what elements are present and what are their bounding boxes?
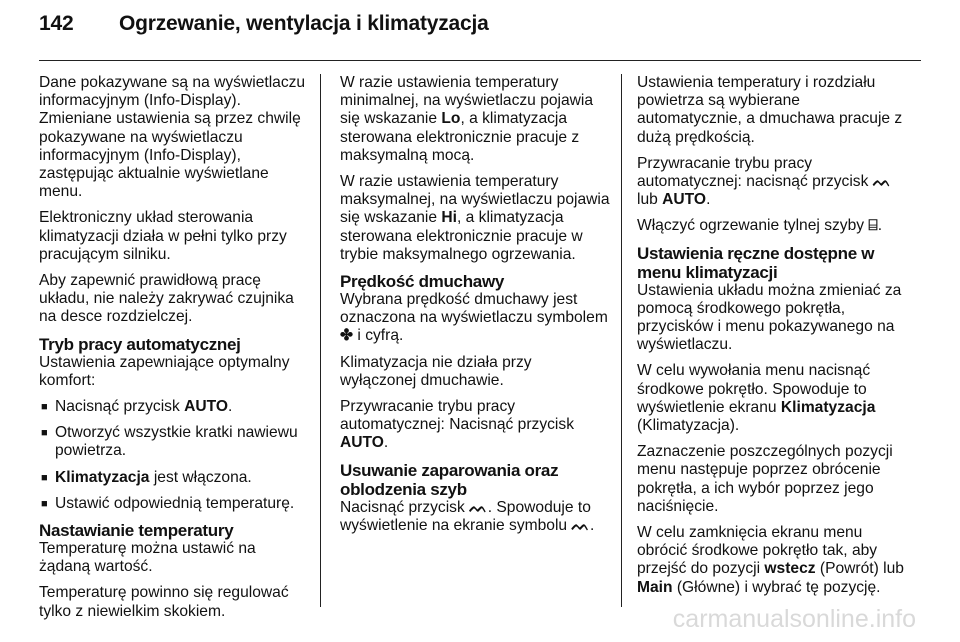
- paragraph: W celu wywołania menu nacisnąć środkowe pokrętło. Spowoduje to wyświetlenie ekranu Klimatyzacja (Klimatyzacja).: [637, 362, 876, 435]
- column-2: [340, 74, 610, 543]
- header-rule: [39, 60, 921, 61]
- section-heading-fan: Prędkość dmuchawy: [340, 272, 505, 292]
- paragraph: Temperaturę powinno się regulować tylko z niewielkim skokiem.: [39, 584, 289, 620]
- paragraph: Włączyć ogrzewanie tylnej szyby ⌸.: [637, 217, 883, 235]
- paragraph: Wybrana prędkość dmuchawy jest oznaczona na wyświetlaczu symbolem ✤ i cyfrą.: [340, 291, 608, 345]
- auto-list: [39, 398, 307, 513]
- paragraph: Ustawienia układu można zmieniać za pomocą środkowego pokrętła, przycisków i menu pokazywanego na wyświetlaczu.: [637, 281, 902, 354]
- page-number: 142: [39, 12, 74, 35]
- paragraph: Dane pokazywane są na wyświetlaczu informacyjnym (Info-Display). Zmieniane ustawienia są przez chwilę pokazywane na wyświetlaczu informacyjnym (Info-Display), zastępując aktualnie wyświetlane menu.: [39, 74, 306, 201]
- paragraph: W razie ustawienia temperatury maksymalnej, na wyświetlaczu pojawia się wskazanie Hi, a klimatyzacja sterowana elektronicznie pracuje w trybie maksymalnego ogrzewania.: [340, 173, 610, 263]
- paragraph: Nacisnąć przycisk ᨓ. Spowoduje to wyświetlenie na ekranie symbolu ᨓ.: [340, 498, 595, 534]
- paragraph: Ustawienia zapewniające optymalny komfort:: [39, 353, 290, 389]
- watermark: carmanualsonline.info: [672, 605, 916, 633]
- windscreen-defrost-icon: ᨓ: [571, 516, 591, 534]
- column-3: [637, 74, 905, 605]
- list-item: ■ Otworzyć wszystkie kratki nawiewu powietrza.: [41, 424, 298, 460]
- paragraph: W celu zamknięcia ekranu menu obrócić środkowe pokrętło tak, aby przejść do pozycji wstecz (Powrót) lub Main (Główne) i wybrać tę pozycję.: [637, 524, 904, 596]
- paragraph: Klimatyzacja nie działa przy wyłączonej dmuchawie.: [340, 353, 532, 389]
- paragraph: Elektroniczny układ sterowania klimatyzacji działa w pełni tylko przy pracującym silniku.: [39, 209, 287, 263]
- list-item: ■ Ustawić odpowiednią temperaturę.: [41, 494, 295, 512]
- paragraph: Temperaturę można ustawić na żądaną wartość.: [39, 540, 256, 576]
- paragraph: Ustawienia temperatury i rozdziału powietrza są wybierane automatycznie, a dmuchawa pracuje z dużą prędkością.: [637, 74, 903, 146]
- column-divider-2: [621, 74, 622, 607]
- page-header: [39, 12, 489, 36]
- paragraph: Przywracanie trybu pracy automatycznej: nacisnąć przycisk ᨓ lub AUTO.: [637, 154, 892, 209]
- chapter-title: Ogrzewanie, wentylacja i klimatyzacja: [119, 12, 489, 35]
- paragraph: Aby zapewnić prawidłową pracę układu, nie należy zakrywać czujnika na desce rozdzielczej.: [39, 272, 294, 326]
- section-heading-manual: Ustawienia ręczne dostępne w menu klimatyzacji: [637, 243, 875, 282]
- column-divider-1: [320, 74, 321, 607]
- bullet-icon: ■: [41, 427, 48, 440]
- section-heading-auto: Tryb pracy automatycznej: [39, 334, 241, 354]
- paragraph: Zaznaczenie poszczególnych pozycji menu następuje poprzez obrócenie pokrętła, a ich wybór poprzez jego naciśnięcie.: [637, 443, 893, 515]
- paragraph: Przywracanie trybu pracy automatycznej: Nacisnąć przycisk AUTO.: [340, 398, 574, 452]
- rear-window-heating-icon: ⌸: [868, 217, 878, 235]
- list-item: ■ Klimatyzacja jest włączona.: [41, 468, 252, 486]
- column-1: [39, 74, 307, 629]
- bullet-icon: ■: [41, 497, 48, 510]
- paragraph: W razie ustawienia temperatury minimalnej, na wyświetlaczu pojawia się wskazanie Lo, a klimatyzacja sterowana elektronicznie pracuje z maksymalną mocą.: [340, 74, 594, 164]
- windscreen-defrost-icon: ᨓ: [872, 173, 892, 191]
- bullet-icon: ■: [41, 471, 48, 484]
- fan-icon: ✤: [340, 327, 354, 345]
- bullet-icon: ■: [41, 401, 48, 414]
- windscreen-defrost-icon: ᨓ: [469, 498, 488, 516]
- section-heading-temperature: Nastawianie temperatury: [39, 521, 234, 541]
- list-item: ■ Nacisnąć przycisk AUTO.: [41, 398, 233, 416]
- section-heading-defrost: Usuwanie zaparowania oraz oblodzenia szyb: [340, 460, 559, 499]
